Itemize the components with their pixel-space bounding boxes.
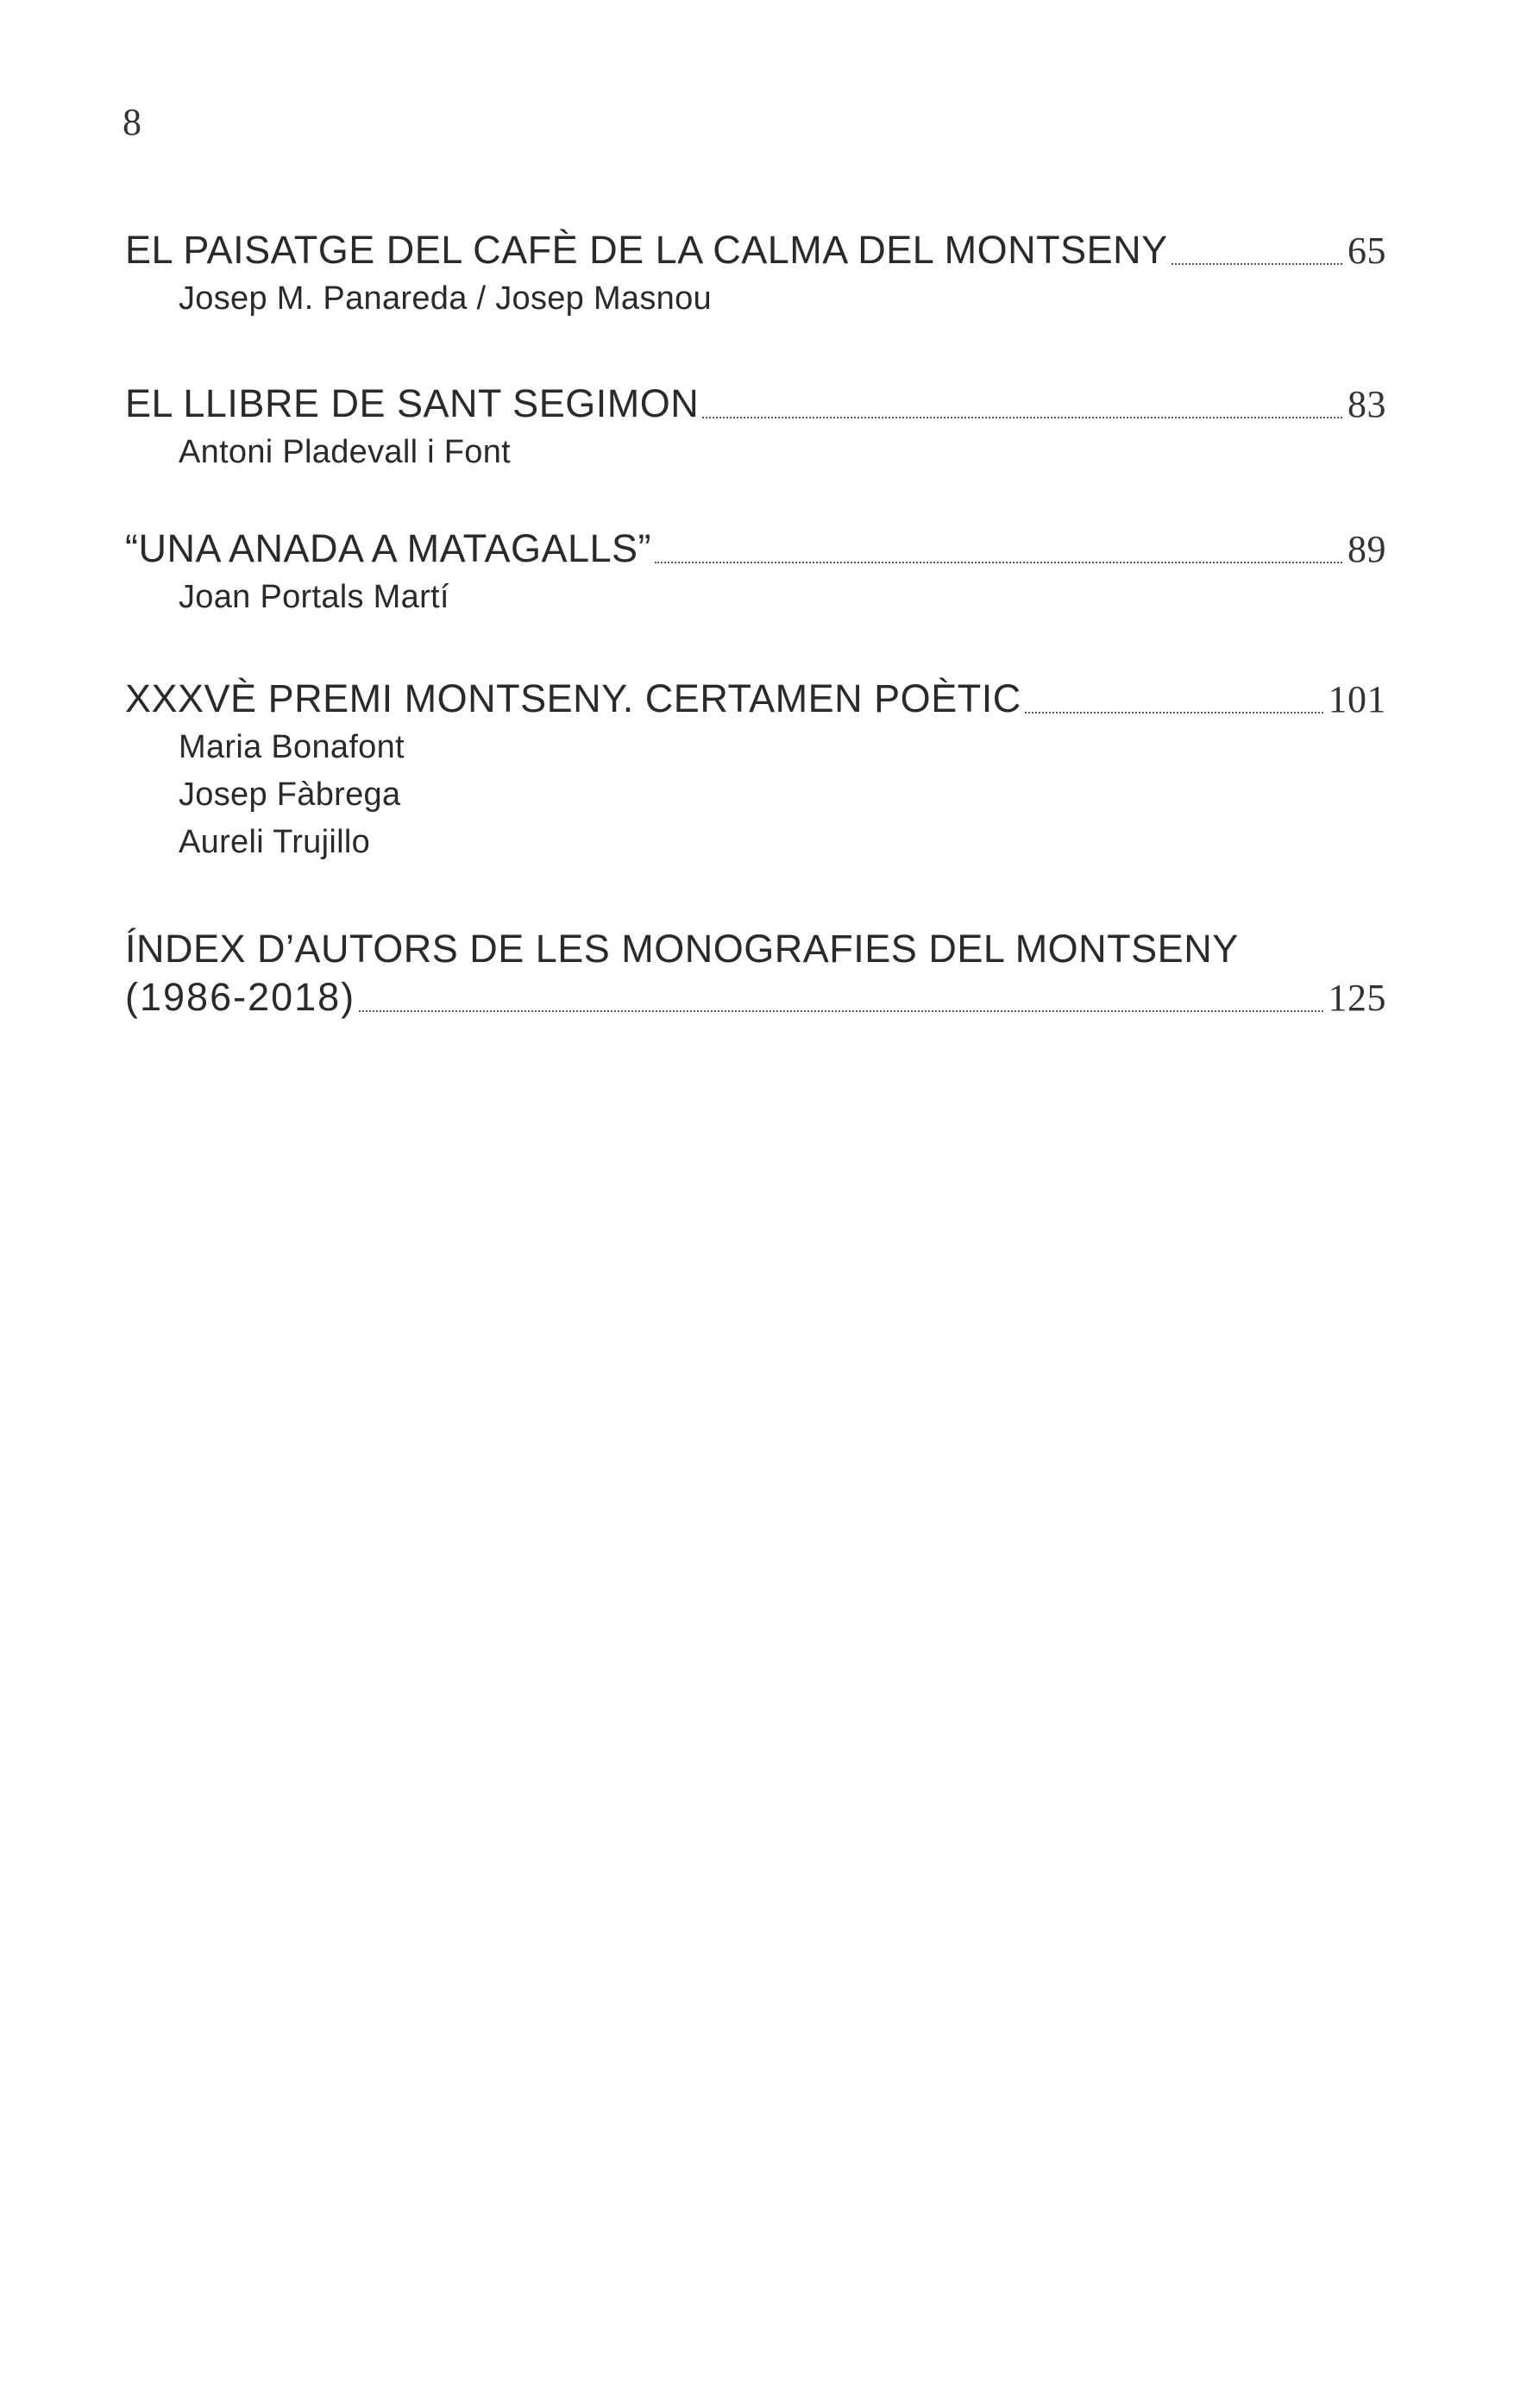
toc-entry-title: “UNA ANADA A MATAGALLS”: [125, 526, 652, 570]
toc-entry-title-row: [125, 675, 1386, 724]
toc-entry: [125, 925, 1386, 1022]
dot-leader: [702, 417, 1342, 418]
toc-entry-page: 65: [1347, 229, 1386, 272]
toc-entry-author: Maria Bonafont: [179, 729, 405, 765]
toc-entry: [125, 525, 1386, 621]
toc-entry-page: 125: [1328, 977, 1386, 1019]
toc-entry-page: 83: [1347, 383, 1386, 425]
page-number: 8: [122, 101, 141, 143]
dot-leader: [359, 1010, 1322, 1012]
toc-entry-page: 89: [1347, 528, 1386, 570]
dot-leader: [655, 562, 1342, 563]
toc-entry: [125, 675, 1386, 866]
toc-entry: [125, 226, 1386, 323]
toc-entry-title-row: [125, 525, 1386, 574]
toc-entry-page: 101: [1328, 678, 1386, 720]
toc-entry-title: ÍNDEX D’AUTORS DE LES MONOGRAFIES DEL MONTSENY: [125, 927, 1239, 971]
toc-entry-author: Aureli Trujillo: [179, 824, 371, 860]
dot-leader: [1025, 712, 1323, 714]
toc-entry-authors: [179, 574, 1386, 621]
toc-entry-author: Josep M. Panareda / Josep Masnou: [179, 280, 712, 317]
dot-leader: [1172, 263, 1342, 265]
toc-entry-author: Antoni Pladevall i Font: [179, 434, 512, 470]
toc-entry-title-row: [125, 226, 1386, 275]
toc-entry: [125, 380, 1386, 476]
toc-entry-authors: [179, 724, 1386, 866]
toc-entry-title-row: [125, 973, 1386, 1022]
toc-entry-author: Joan Portals Martí: [179, 579, 449, 615]
toc-entry-authors: [179, 275, 1386, 323]
toc-entry-title: EL PAISATGE DEL CAFÈ DE LA CALMA DEL MONTSENY: [125, 228, 1168, 272]
toc-entry-title: XXXVÈ PREMI MONTSENY. CERTAMEN POÈTIC: [125, 676, 1021, 720]
toc-entry-author: Josep Fàbrega: [179, 776, 401, 813]
toc-entry-title-continuation: (1986-2018): [125, 975, 356, 1019]
toc-entry-title: EL LLIBRE DE SANT SEGIMON: [125, 381, 700, 425]
toc-entry-authors: [179, 429, 1386, 476]
toc-entry-title-row: [125, 380, 1386, 429]
